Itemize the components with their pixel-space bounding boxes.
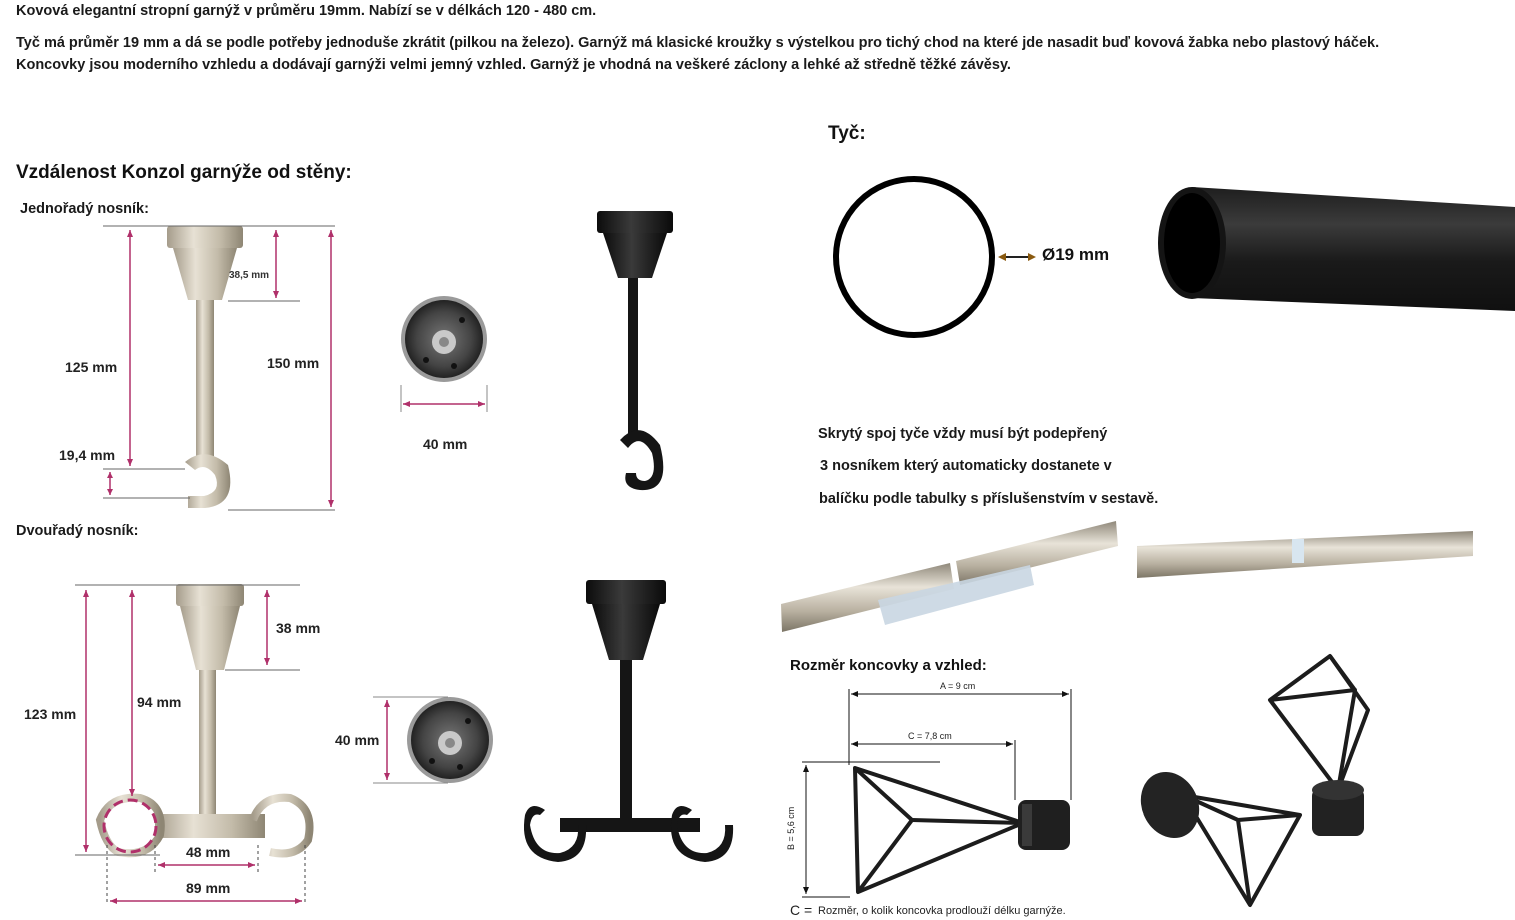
finial-dim-b: B = 5,6 cm [786,806,796,850]
double-dim-top: 38 mm [276,620,321,636]
rod-diameter: Ø19 mm [1042,245,1110,264]
joint-note-line-2: 3 nosníkem který automaticky dostanete v [820,458,1112,474]
joint-note-line-3: balíčku podle tabulky s příslušenstvím v sestavě. [819,491,1159,507]
single-dim-hook: 19,4 mm [59,447,116,463]
joint-note-line-1: Skrytý spoj tyče vždy musí být podepřený [818,426,1108,442]
single-dim-total: 150 mm [267,355,320,371]
finial-heading: Rozměr koncovky a vzhled: [790,657,987,674]
double-dim-mid: 94 mm [137,694,182,710]
intro-line-3: Koncovky jsou moderního vzhledu a dodávají garnýži velmi jemný vzhled. Garnýž je vhodná na veškeré záclony a lehké až středně těžké závěsy. [16,57,1011,73]
double-base-diameter: 40 mm [335,732,380,748]
rod-heading: Tyč: [828,123,866,144]
double-dim-inner: 48 mm [186,844,231,860]
single-dim-mid: 125 mm [65,359,118,375]
single-base-diameter: 40 mm [423,436,468,452]
double-bracket-title: Dvouřadý nosník: [16,523,139,539]
double-dim-total: 123 mm [24,706,77,722]
brackets-heading: Vzdálenost Konzol garnýže od stěny: [16,162,352,183]
finial-dim-c: C = 7,8 cm [908,731,952,741]
single-bracket-title: Jednořadý nosník: [20,201,149,217]
double-dim-outer: 89 mm [186,880,231,896]
finial-dim-a: A = 9 cm [940,681,976,691]
finial-note-letter: C = [790,902,813,918]
single-dim-top: 38,5 mm [229,270,270,281]
finial-note-text: Rozměr, o kolik koncovka prodlouží délku garnýže. [818,905,1066,917]
intro-line-1: Kovová elegantní stropní garnýž v průměru 19mm. Nabízí se v délkách 120 - 480 cm. [16,3,597,19]
intro-line-2: Tyč má průměr 19 mm a dá se podle potřeby jednoduše zkrátit (pilkou na železo). Garnýž má klasické kroužky s výstelkou pro tichý chod na které jde nasadit buď kovová žabka nebo plastový háček. [16,35,1380,51]
